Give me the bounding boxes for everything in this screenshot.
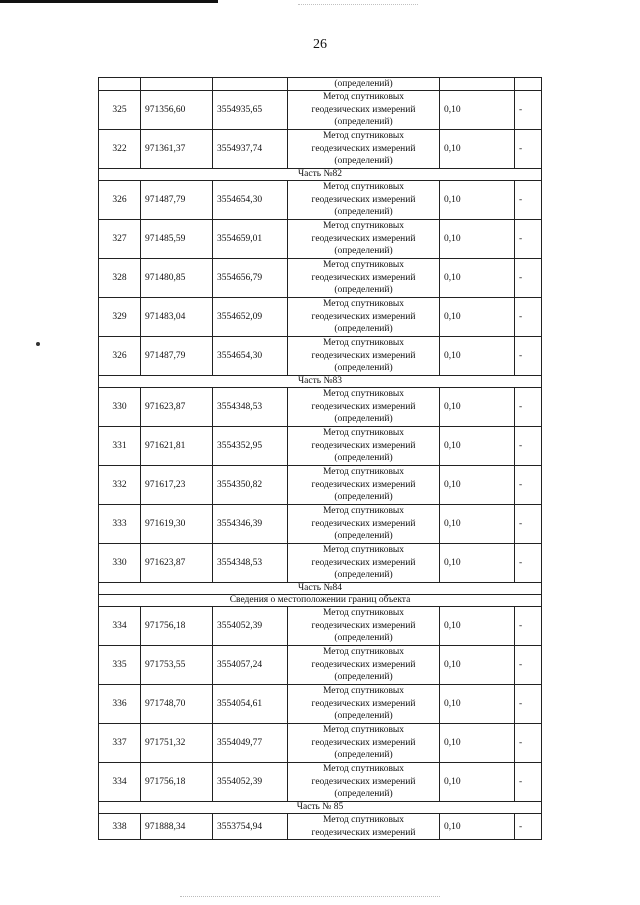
method-line: геодезических измерений	[311, 479, 416, 490]
method-line: Метод спутниковых	[322, 545, 405, 556]
section-header-row	[99, 595, 542, 607]
method-line: геодезических измерений	[311, 143, 416, 154]
cell-note: -	[515, 298, 542, 337]
cell-x: 971483,04	[141, 298, 213, 337]
cell-precision: 0,10	[440, 220, 515, 259]
section-header: Часть №84	[99, 583, 542, 595]
cell-method	[288, 427, 440, 466]
table-row	[99, 427, 542, 466]
scan-artifact-footer	[180, 896, 440, 900]
cell-x: 971753,55	[141, 646, 213, 685]
cell-method	[288, 544, 440, 583]
section-header-row	[99, 169, 542, 181]
section-header: Часть № 85	[99, 802, 542, 814]
cell-precision: 0,10	[440, 91, 515, 130]
cell-y: 3554057,24	[213, 646, 288, 685]
table-row	[99, 814, 542, 840]
cell-x: 971888,34	[141, 814, 213, 840]
cell-method	[288, 763, 440, 802]
method-line: геодезических измерений	[311, 350, 416, 361]
method-line: (определений)	[334, 570, 393, 581]
cell-point: 326	[99, 181, 141, 220]
scan-artifact	[298, 4, 418, 19]
cell-note	[515, 78, 542, 91]
cell-y: 3554937,74	[213, 130, 288, 169]
cell-y: 3554054,61	[213, 685, 288, 724]
cell-y: 3554654,30	[213, 181, 288, 220]
cell-method	[288, 505, 440, 544]
table-row	[99, 646, 542, 685]
cell-x: 971756,18	[141, 607, 213, 646]
cell-point: 331	[99, 427, 141, 466]
table-row	[99, 220, 542, 259]
method-line: Метод спутниковых	[322, 221, 405, 232]
cell-y: 3554049,77	[213, 724, 288, 763]
cell-point: 335	[99, 646, 141, 685]
cell-y: 3554350,82	[213, 466, 288, 505]
table-row	[99, 607, 542, 646]
method-line: (определений)	[334, 711, 393, 722]
cell-method	[288, 259, 440, 298]
cell-x: 971480,85	[141, 259, 213, 298]
cell-x: 971485,59	[141, 220, 213, 259]
cell-precision	[440, 78, 515, 91]
section-header: Часть №83	[99, 376, 542, 388]
method-line: Метод спутниковых	[322, 260, 405, 271]
cell-point: 334	[99, 763, 141, 802]
method-line: Метод спутниковых	[322, 182, 405, 193]
method-line: геодезических измерений	[311, 518, 416, 529]
method-line: геодезических измерений	[311, 233, 416, 244]
method-line: (определений)	[334, 117, 393, 128]
cell-precision: 0,10	[440, 814, 515, 840]
section-header: Часть №82	[99, 169, 542, 181]
method-line: Метод спутниковых	[322, 764, 405, 775]
cell-x: 971756,18	[141, 763, 213, 802]
cell-note: -	[515, 505, 542, 544]
cell-precision: 0,10	[440, 763, 515, 802]
table-row	[99, 685, 542, 724]
cell-method	[288, 181, 440, 220]
cell-method	[288, 337, 440, 376]
cell-point: 336	[99, 685, 141, 724]
cell-note: -	[515, 685, 542, 724]
cell-note: -	[515, 91, 542, 130]
top-rule	[0, 0, 218, 3]
table-row	[99, 505, 542, 544]
cell-point: 330	[99, 388, 141, 427]
cell-precision: 0,10	[440, 685, 515, 724]
cell-precision: 0,10	[440, 298, 515, 337]
cell-x: 971621,81	[141, 427, 213, 466]
method-line: (определений)	[334, 324, 393, 335]
cell-precision: 0,10	[440, 544, 515, 583]
cell-x: 971617,23	[141, 466, 213, 505]
cell-point: 329	[99, 298, 141, 337]
method-line: (определений)	[334, 672, 393, 683]
cell-precision: 0,10	[440, 337, 515, 376]
method-line: Метод спутниковых	[322, 506, 405, 517]
method-line: (определений)	[334, 633, 393, 644]
method-line: Метод спутниковых	[322, 815, 405, 825]
page-number: 26	[313, 37, 327, 52]
method-line: геодезических измерений	[311, 557, 416, 568]
method-line: (определений)	[334, 363, 393, 374]
table-body	[99, 78, 542, 840]
section-header-row	[99, 376, 542, 388]
cell-note: -	[515, 814, 542, 840]
cell-point: 333	[99, 505, 141, 544]
cell-note: -	[515, 607, 542, 646]
table-row	[99, 724, 542, 763]
cell-y: 3553754,94	[213, 814, 288, 840]
cell-y: 3554052,39	[213, 607, 288, 646]
cell-precision: 0,10	[440, 724, 515, 763]
method-line: (определений)	[334, 414, 393, 425]
cell-x: 971487,79	[141, 181, 213, 220]
cell-y: 3554346,39	[213, 505, 288, 544]
cell-y: 3554659,01	[213, 220, 288, 259]
cell-x: 971487,79	[141, 337, 213, 376]
cell-precision: 0,10	[440, 646, 515, 685]
table-row-continuation	[99, 78, 542, 91]
table-row	[99, 298, 542, 337]
method-line: (определений)	[334, 285, 393, 296]
cell-method	[288, 220, 440, 259]
method-line: Метод спутниковых	[322, 389, 405, 400]
cell-method	[288, 130, 440, 169]
cell-x: 971623,87	[141, 544, 213, 583]
cell-point: 327	[99, 220, 141, 259]
section-header-row	[99, 802, 542, 814]
method-line: геодезических измерений	[311, 194, 416, 205]
table-row	[99, 337, 542, 376]
cell-x: 971619,30	[141, 505, 213, 544]
cell-point: 328	[99, 259, 141, 298]
cell-method	[288, 814, 440, 840]
section-header: Сведения о местоположении границ объекта	[99, 595, 542, 607]
cell-y: 3554652,09	[213, 298, 288, 337]
method-line: Метод спутниковых	[322, 725, 405, 736]
cell-note: -	[515, 220, 542, 259]
cell-note: -	[515, 388, 542, 427]
cell-note: -	[515, 427, 542, 466]
cell-precision: 0,10	[440, 130, 515, 169]
method-line: (определений)	[334, 492, 393, 503]
cell-y: 3554052,39	[213, 763, 288, 802]
cell-precision: 0,10	[440, 259, 515, 298]
cell-method	[288, 466, 440, 505]
margin-mark	[36, 342, 40, 346]
cell-precision: 0,10	[440, 181, 515, 220]
method-line: Метод спутниковых	[322, 299, 405, 310]
cell-method	[288, 607, 440, 646]
cell-x: 971751,32	[141, 724, 213, 763]
method-line: геодезических измерений	[311, 104, 416, 115]
cell-note: -	[515, 544, 542, 583]
cell-precision: 0,10	[440, 505, 515, 544]
cell-note: -	[515, 337, 542, 376]
cell-y: 3554935,65	[213, 91, 288, 130]
cell-point: 330	[99, 544, 141, 583]
cell-precision: 0,10	[440, 466, 515, 505]
method-line: геодезических измерений	[311, 620, 416, 631]
method-line: Метод спутниковых	[322, 131, 405, 142]
cell-note: -	[515, 763, 542, 802]
method-line: геодезических измерений	[311, 272, 416, 283]
cell-note: -	[515, 646, 542, 685]
cell-method	[288, 685, 440, 724]
method-line: (определений)	[334, 750, 393, 761]
cell-note: -	[515, 181, 542, 220]
table-row	[99, 259, 542, 298]
table-row	[99, 763, 542, 802]
method-line: геодезических измерений	[311, 311, 416, 322]
cell-x: 971356,60	[141, 91, 213, 130]
section-header-row	[99, 583, 542, 595]
table-row	[99, 91, 542, 130]
cell-y: 3554348,53	[213, 544, 288, 583]
method-line: (определений)	[334, 156, 393, 167]
cell-precision: 0,10	[440, 427, 515, 466]
method-line: геодезических измерений	[311, 737, 416, 748]
cell-method	[288, 646, 440, 685]
cell-method	[288, 298, 440, 337]
table-row	[99, 181, 542, 220]
cell-point: 326	[99, 337, 141, 376]
cell-x: 971623,87	[141, 388, 213, 427]
method-line: геодезических измерений	[311, 776, 416, 787]
cell-x	[141, 78, 213, 91]
cell-method	[288, 724, 440, 763]
cell-precision: 0,10	[440, 607, 515, 646]
cell-y: 3554348,53	[213, 388, 288, 427]
table-row	[99, 544, 542, 583]
table-row	[99, 466, 542, 505]
cell-y: 3554352,95	[213, 427, 288, 466]
cell-point: 332	[99, 466, 141, 505]
cell-point: 338	[99, 814, 141, 840]
cell-point	[99, 78, 141, 91]
method-line: геодезических измерений	[311, 827, 416, 838]
table-row	[99, 388, 542, 427]
method-line: (определений)	[334, 207, 393, 218]
table-row	[99, 130, 542, 169]
method-line: (определений)	[334, 453, 393, 464]
cell-y: 3554654,30	[213, 337, 288, 376]
method-line: (определений)	[334, 531, 393, 542]
cell-y	[213, 78, 288, 91]
method-line: Метод спутниковых	[322, 338, 405, 349]
cell-precision: 0,10	[440, 388, 515, 427]
cell-note: -	[515, 724, 542, 763]
cell-note: -	[515, 259, 542, 298]
method-line: (определений)	[334, 789, 393, 800]
method-line: геодезических измерений	[311, 401, 416, 412]
cell-point: 322	[99, 130, 141, 169]
cell-y: 3554656,79	[213, 259, 288, 298]
coordinates-table	[98, 77, 542, 840]
method-line: геодезических измерений	[311, 698, 416, 709]
method-line: Метод спутниковых	[322, 647, 405, 658]
cell-x: 971748,70	[141, 685, 213, 724]
cell-point: 325	[99, 91, 141, 130]
cell-note: -	[515, 130, 542, 169]
cell-method	[288, 91, 440, 130]
method-line: геодезических измерений	[311, 440, 416, 451]
method-line: Метод спутниковых	[322, 92, 405, 103]
cell-x: 971361,37	[141, 130, 213, 169]
method-line: Метод спутниковых	[322, 608, 405, 619]
method-line: геодезических измерений	[311, 659, 416, 670]
method-line: Метод спутниковых	[322, 428, 405, 439]
cell-point: 337	[99, 724, 141, 763]
cell-note: -	[515, 466, 542, 505]
cell-point: 334	[99, 607, 141, 646]
method-line: (определений)	[334, 246, 393, 257]
cell-method	[288, 388, 440, 427]
cell-method: (определений)	[288, 78, 440, 91]
method-line: Метод спутниковых	[322, 467, 405, 478]
method-line: Метод спутниковых	[322, 686, 405, 697]
